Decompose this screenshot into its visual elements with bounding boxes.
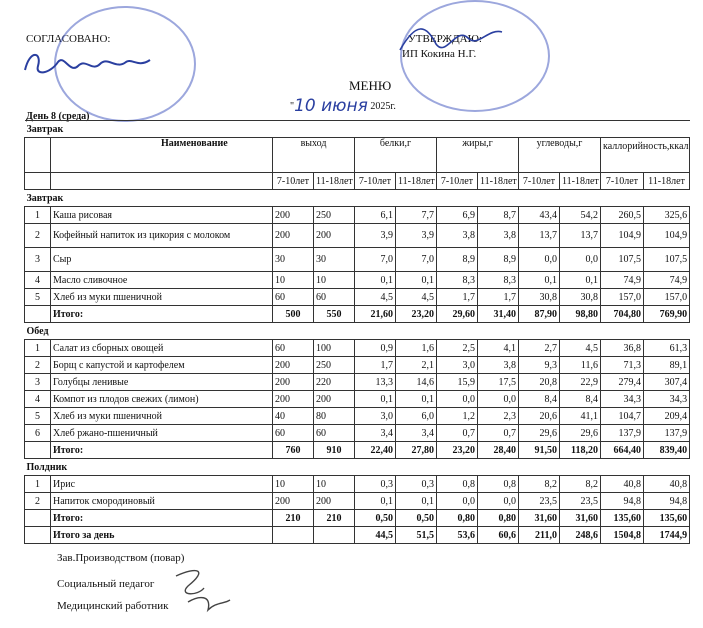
age-header: 11-18лет xyxy=(644,173,690,190)
value-cell: 3,0 xyxy=(355,408,396,425)
value-cell: 157,0 xyxy=(644,289,690,306)
value-cell: 137,9 xyxy=(644,425,690,442)
col-fat: жиры,г xyxy=(437,138,519,173)
value-cell: 0,0 xyxy=(519,248,560,272)
dish-name: Хлеб ржано-пшеничный xyxy=(51,425,273,442)
value-cell: 3,0 xyxy=(437,357,478,374)
value-cell: 2,7 xyxy=(519,340,560,357)
row-number: 3 xyxy=(25,374,51,391)
dish-name: Сыр xyxy=(51,248,273,272)
value-cell: 0,8 xyxy=(478,476,519,493)
total-value: 21,60 xyxy=(355,306,396,323)
value-cell: 1,7 xyxy=(355,357,396,374)
value-cell: 260,5 xyxy=(601,207,644,224)
value-cell: 30 xyxy=(314,248,355,272)
total-value: 31,60 xyxy=(560,510,601,527)
row-number: 6 xyxy=(25,425,51,442)
row-number: 4 xyxy=(25,272,51,289)
value-cell: 200 xyxy=(273,391,314,408)
value-cell: 30,8 xyxy=(560,289,601,306)
footer-line-1: Зав.Производством (повар) xyxy=(57,552,185,564)
footer-line-3: Медицинский работник xyxy=(57,600,169,612)
table-row xyxy=(25,374,690,391)
value-cell: 34,3 xyxy=(601,391,644,408)
value-cell: 8,7 xyxy=(478,207,519,224)
value-cell: 0,1 xyxy=(396,493,437,510)
value-cell: 11,6 xyxy=(560,357,601,374)
age-header: 7-10лет xyxy=(519,173,560,190)
value-cell: 60 xyxy=(314,289,355,306)
row-number: 3 xyxy=(25,248,51,272)
value-cell: 23,5 xyxy=(560,493,601,510)
value-cell: 6,0 xyxy=(396,408,437,425)
value-cell: 107,5 xyxy=(644,248,690,272)
value-cell: 0,0 xyxy=(437,493,478,510)
value-cell: 89,1 xyxy=(644,357,690,374)
value-cell: 2,3 xyxy=(478,408,519,425)
top-section-label: Завтрак xyxy=(25,121,690,138)
row-number: 1 xyxy=(25,476,51,493)
right-signature xyxy=(396,20,506,56)
day-total-label: Итого за день xyxy=(51,527,273,544)
value-cell: 71,3 xyxy=(601,357,644,374)
value-cell: 29,6 xyxy=(519,425,560,442)
col-carb: углеводы,г xyxy=(519,138,601,173)
dish-name: Хлеб из муки пшеничной xyxy=(51,408,273,425)
section-label: Завтрак xyxy=(25,190,690,207)
value-cell: 60 xyxy=(314,425,355,442)
value-cell: 0,3 xyxy=(355,476,396,493)
total-value: 98,80 xyxy=(560,306,601,323)
value-cell: 10 xyxy=(273,272,314,289)
value-cell: 13,7 xyxy=(519,224,560,248)
footer-line-2: Социальный педагог xyxy=(57,578,155,590)
col-kcal: каллорийность,ккал xyxy=(601,138,690,173)
total-value: 664,40 xyxy=(601,442,644,459)
value-cell: 107,5 xyxy=(601,248,644,272)
table-row xyxy=(25,493,690,510)
value-cell: 279,4 xyxy=(601,374,644,391)
value-cell: 200 xyxy=(273,493,314,510)
value-cell: 74,9 xyxy=(601,272,644,289)
total-value: 704,80 xyxy=(601,306,644,323)
dish-name: Масло сливочное xyxy=(51,272,273,289)
total-value: 31,40 xyxy=(478,306,519,323)
day-total-value: 1504,8 xyxy=(601,527,644,544)
section-label: Обед xyxy=(25,323,690,340)
value-cell: 325,6 xyxy=(644,207,690,224)
table-row xyxy=(25,340,690,357)
value-cell: 8,2 xyxy=(519,476,560,493)
total-value: 118,20 xyxy=(560,442,601,459)
value-cell: 3,4 xyxy=(396,425,437,442)
day-total-value xyxy=(314,527,355,544)
value-cell: 307,4 xyxy=(644,374,690,391)
row-number: 2 xyxy=(25,493,51,510)
row-number xyxy=(25,510,51,527)
age-header: 7-10лет xyxy=(437,173,478,190)
table-row xyxy=(25,248,690,272)
total-value: 550 xyxy=(314,306,355,323)
value-cell: 200 xyxy=(273,207,314,224)
day-total-row xyxy=(25,527,690,544)
dish-name: Каша рисовая xyxy=(51,207,273,224)
total-value: 22,40 xyxy=(355,442,396,459)
total-value: 135,60 xyxy=(644,510,690,527)
value-cell: 4,1 xyxy=(478,340,519,357)
value-cell: 0,9 xyxy=(355,340,396,357)
section-label: Полдник xyxy=(25,459,690,476)
total-label: Итого: xyxy=(51,510,273,527)
value-cell: 8,3 xyxy=(478,272,519,289)
value-cell: 7,0 xyxy=(396,248,437,272)
age-header: 11-18лет xyxy=(314,173,355,190)
value-cell: 200 xyxy=(314,391,355,408)
page-title: МЕНЮ xyxy=(349,78,392,93)
value-cell: 157,0 xyxy=(601,289,644,306)
dish-name: Борщ с капустой и картофелем xyxy=(51,357,273,374)
row-number xyxy=(25,527,51,544)
value-cell: 40,8 xyxy=(644,476,690,493)
value-cell: 13,3 xyxy=(355,374,396,391)
col-name: Наименование xyxy=(51,138,273,173)
menu-table xyxy=(24,120,690,544)
value-cell: 250 xyxy=(314,357,355,374)
table-row xyxy=(25,289,690,306)
value-cell: 1,2 xyxy=(437,408,478,425)
value-cell: 34,3 xyxy=(644,391,690,408)
age-header: 7-10лет xyxy=(273,173,314,190)
value-cell: 30,8 xyxy=(519,289,560,306)
value-cell: 10 xyxy=(273,476,314,493)
row-number xyxy=(25,306,51,323)
row-number: 5 xyxy=(25,289,51,306)
day-total-value: 51,5 xyxy=(396,527,437,544)
total-value: 0,80 xyxy=(478,510,519,527)
approved-left-label: СОГЛАСОВАНО: xyxy=(26,33,111,45)
day-label: День 8 (среда) xyxy=(26,111,90,122)
value-cell: 104,9 xyxy=(644,224,690,248)
value-cell: 29,6 xyxy=(560,425,601,442)
value-cell: 0,8 xyxy=(437,476,478,493)
total-value: 91,50 xyxy=(519,442,560,459)
value-cell: 8,3 xyxy=(437,272,478,289)
row-number: 2 xyxy=(25,224,51,248)
footer-signature xyxy=(168,566,238,616)
value-cell: 0,7 xyxy=(478,425,519,442)
total-value: 29,60 xyxy=(437,306,478,323)
value-cell: 8,9 xyxy=(437,248,478,272)
value-cell: 61,3 xyxy=(644,340,690,357)
table-row xyxy=(25,391,690,408)
value-cell: 41,1 xyxy=(560,408,601,425)
left-signature xyxy=(20,44,160,84)
value-cell: 15,9 xyxy=(437,374,478,391)
total-value: 23,20 xyxy=(396,306,437,323)
value-cell: 3,8 xyxy=(478,224,519,248)
value-cell: 0,1 xyxy=(355,493,396,510)
value-cell: 3,8 xyxy=(437,224,478,248)
total-row xyxy=(25,442,690,459)
value-cell: 1,7 xyxy=(437,289,478,306)
value-cell: 250 xyxy=(314,207,355,224)
value-cell: 4,5 xyxy=(355,289,396,306)
table-row xyxy=(25,207,690,224)
dish-name: Ирис xyxy=(51,476,273,493)
total-value: 839,40 xyxy=(644,442,690,459)
row-number: 4 xyxy=(25,391,51,408)
day-total-value: 1744,9 xyxy=(644,527,690,544)
dish-name: Голубцы ленивые xyxy=(51,374,273,391)
row-number: 1 xyxy=(25,207,51,224)
menu-date: "10 июня 2025г. xyxy=(290,96,396,116)
total-label: Итого: xyxy=(51,306,273,323)
value-cell: 22,9 xyxy=(560,374,601,391)
value-cell: 0,1 xyxy=(519,272,560,289)
value-cell: 104,9 xyxy=(601,224,644,248)
value-cell: 0,1 xyxy=(560,272,601,289)
value-cell: 43,4 xyxy=(519,207,560,224)
day-total-value: 248,6 xyxy=(560,527,601,544)
total-value: 87,90 xyxy=(519,306,560,323)
value-cell: 200 xyxy=(273,224,314,248)
value-cell: 54,2 xyxy=(560,207,601,224)
value-cell: 36,8 xyxy=(601,340,644,357)
day-total-value: 211,0 xyxy=(519,527,560,544)
value-cell: 4,5 xyxy=(396,289,437,306)
total-value: 500 xyxy=(273,306,314,323)
total-value: 31,60 xyxy=(519,510,560,527)
value-cell: 9,3 xyxy=(519,357,560,374)
total-value: 23,20 xyxy=(437,442,478,459)
value-cell: 10 xyxy=(314,272,355,289)
total-value: 210 xyxy=(314,510,355,527)
value-cell: 20,6 xyxy=(519,408,560,425)
total-value: 0,80 xyxy=(437,510,478,527)
total-value: 910 xyxy=(314,442,355,459)
approver-right: ИП Кокина Н.Г. xyxy=(402,48,477,60)
value-cell: 100 xyxy=(314,340,355,357)
value-cell: 200 xyxy=(273,357,314,374)
col-out: выход xyxy=(273,138,355,173)
dish-name: Хлеб из муки пшеничной xyxy=(51,289,273,306)
age-header: 11-18лет xyxy=(478,173,519,190)
value-cell: 0,0 xyxy=(437,391,478,408)
total-value: 760 xyxy=(273,442,314,459)
table-row xyxy=(25,272,690,289)
value-cell: 0,1 xyxy=(396,391,437,408)
value-cell: 220 xyxy=(314,374,355,391)
total-row xyxy=(25,510,690,527)
value-cell: 8,4 xyxy=(560,391,601,408)
value-cell: 8,2 xyxy=(560,476,601,493)
age-header: 7-10лет xyxy=(601,173,644,190)
table-row xyxy=(25,357,690,374)
value-cell: 6,1 xyxy=(355,207,396,224)
value-cell: 20,8 xyxy=(519,374,560,391)
value-cell: 40 xyxy=(273,408,314,425)
value-cell: 80 xyxy=(314,408,355,425)
value-cell: 6,9 xyxy=(437,207,478,224)
value-cell: 104,7 xyxy=(601,408,644,425)
value-cell: 209,4 xyxy=(644,408,690,425)
table-row xyxy=(25,408,690,425)
table-row xyxy=(25,425,690,442)
dish-name: Компот из плодов свежих (лимон) xyxy=(51,391,273,408)
value-cell: 2,1 xyxy=(396,357,437,374)
value-cell: 7,7 xyxy=(396,207,437,224)
value-cell: 60 xyxy=(273,340,314,357)
value-cell: 94,8 xyxy=(644,493,690,510)
age-header: 7-10лет xyxy=(355,173,396,190)
value-cell: 1,6 xyxy=(396,340,437,357)
value-cell: 40,8 xyxy=(601,476,644,493)
day-total-value xyxy=(273,527,314,544)
dish-name: Салат из сборных овощей xyxy=(51,340,273,357)
value-cell: 13,7 xyxy=(560,224,601,248)
total-label: Итого: xyxy=(51,442,273,459)
value-cell: 74,9 xyxy=(644,272,690,289)
value-cell: 0,0 xyxy=(560,248,601,272)
total-value: 0,50 xyxy=(355,510,396,527)
row-number xyxy=(25,442,51,459)
value-cell: 60 xyxy=(273,425,314,442)
right-stamp xyxy=(400,0,550,112)
value-cell: 0,1 xyxy=(355,391,396,408)
day-total-value: 44,5 xyxy=(355,527,396,544)
value-cell: 10 xyxy=(314,476,355,493)
value-cell: 0,0 xyxy=(478,493,519,510)
total-value: 210 xyxy=(273,510,314,527)
value-cell: 0,1 xyxy=(355,272,396,289)
value-cell: 1,7 xyxy=(478,289,519,306)
row-number: 2 xyxy=(25,357,51,374)
value-cell: 3,8 xyxy=(478,357,519,374)
value-cell: 200 xyxy=(314,224,355,248)
total-row xyxy=(25,306,690,323)
total-value: 135,60 xyxy=(601,510,644,527)
age-header: 11-18лет xyxy=(396,173,437,190)
day-total-value: 53,6 xyxy=(437,527,478,544)
value-cell: 17,5 xyxy=(478,374,519,391)
value-cell: 94,8 xyxy=(601,493,644,510)
value-cell: 2,5 xyxy=(437,340,478,357)
age-header: 11-18лет xyxy=(560,173,601,190)
value-cell: 7,0 xyxy=(355,248,396,272)
value-cell: 4,5 xyxy=(560,340,601,357)
value-cell: 0,3 xyxy=(396,476,437,493)
dish-name: Кофейный напиток из цикория с молоком xyxy=(51,224,273,248)
total-value: 769,90 xyxy=(644,306,690,323)
value-cell: 0,1 xyxy=(396,272,437,289)
value-cell: 30 xyxy=(273,248,314,272)
row-number: 5 xyxy=(25,408,51,425)
value-cell: 23,5 xyxy=(519,493,560,510)
value-cell: 0,7 xyxy=(437,425,478,442)
approved-right-label: УТВЕРЖДАЮ: xyxy=(408,33,482,45)
total-value: 0,50 xyxy=(396,510,437,527)
value-cell: 3,4 xyxy=(355,425,396,442)
table-row xyxy=(25,224,690,248)
row-number: 1 xyxy=(25,340,51,357)
value-cell: 200 xyxy=(314,493,355,510)
total-value: 27,80 xyxy=(396,442,437,459)
value-cell: 8,4 xyxy=(519,391,560,408)
dish-name: Напиток смородиновый xyxy=(51,493,273,510)
value-cell: 8,9 xyxy=(478,248,519,272)
total-value: 28,40 xyxy=(478,442,519,459)
value-cell: 137,9 xyxy=(601,425,644,442)
col-protein: белки,г xyxy=(355,138,437,173)
value-cell: 60 xyxy=(273,289,314,306)
day-total-value: 60,6 xyxy=(478,527,519,544)
value-cell: 0,0 xyxy=(478,391,519,408)
value-cell: 3,9 xyxy=(396,224,437,248)
value-cell: 200 xyxy=(273,374,314,391)
value-cell: 14,6 xyxy=(396,374,437,391)
value-cell: 3,9 xyxy=(355,224,396,248)
table-row xyxy=(25,476,690,493)
